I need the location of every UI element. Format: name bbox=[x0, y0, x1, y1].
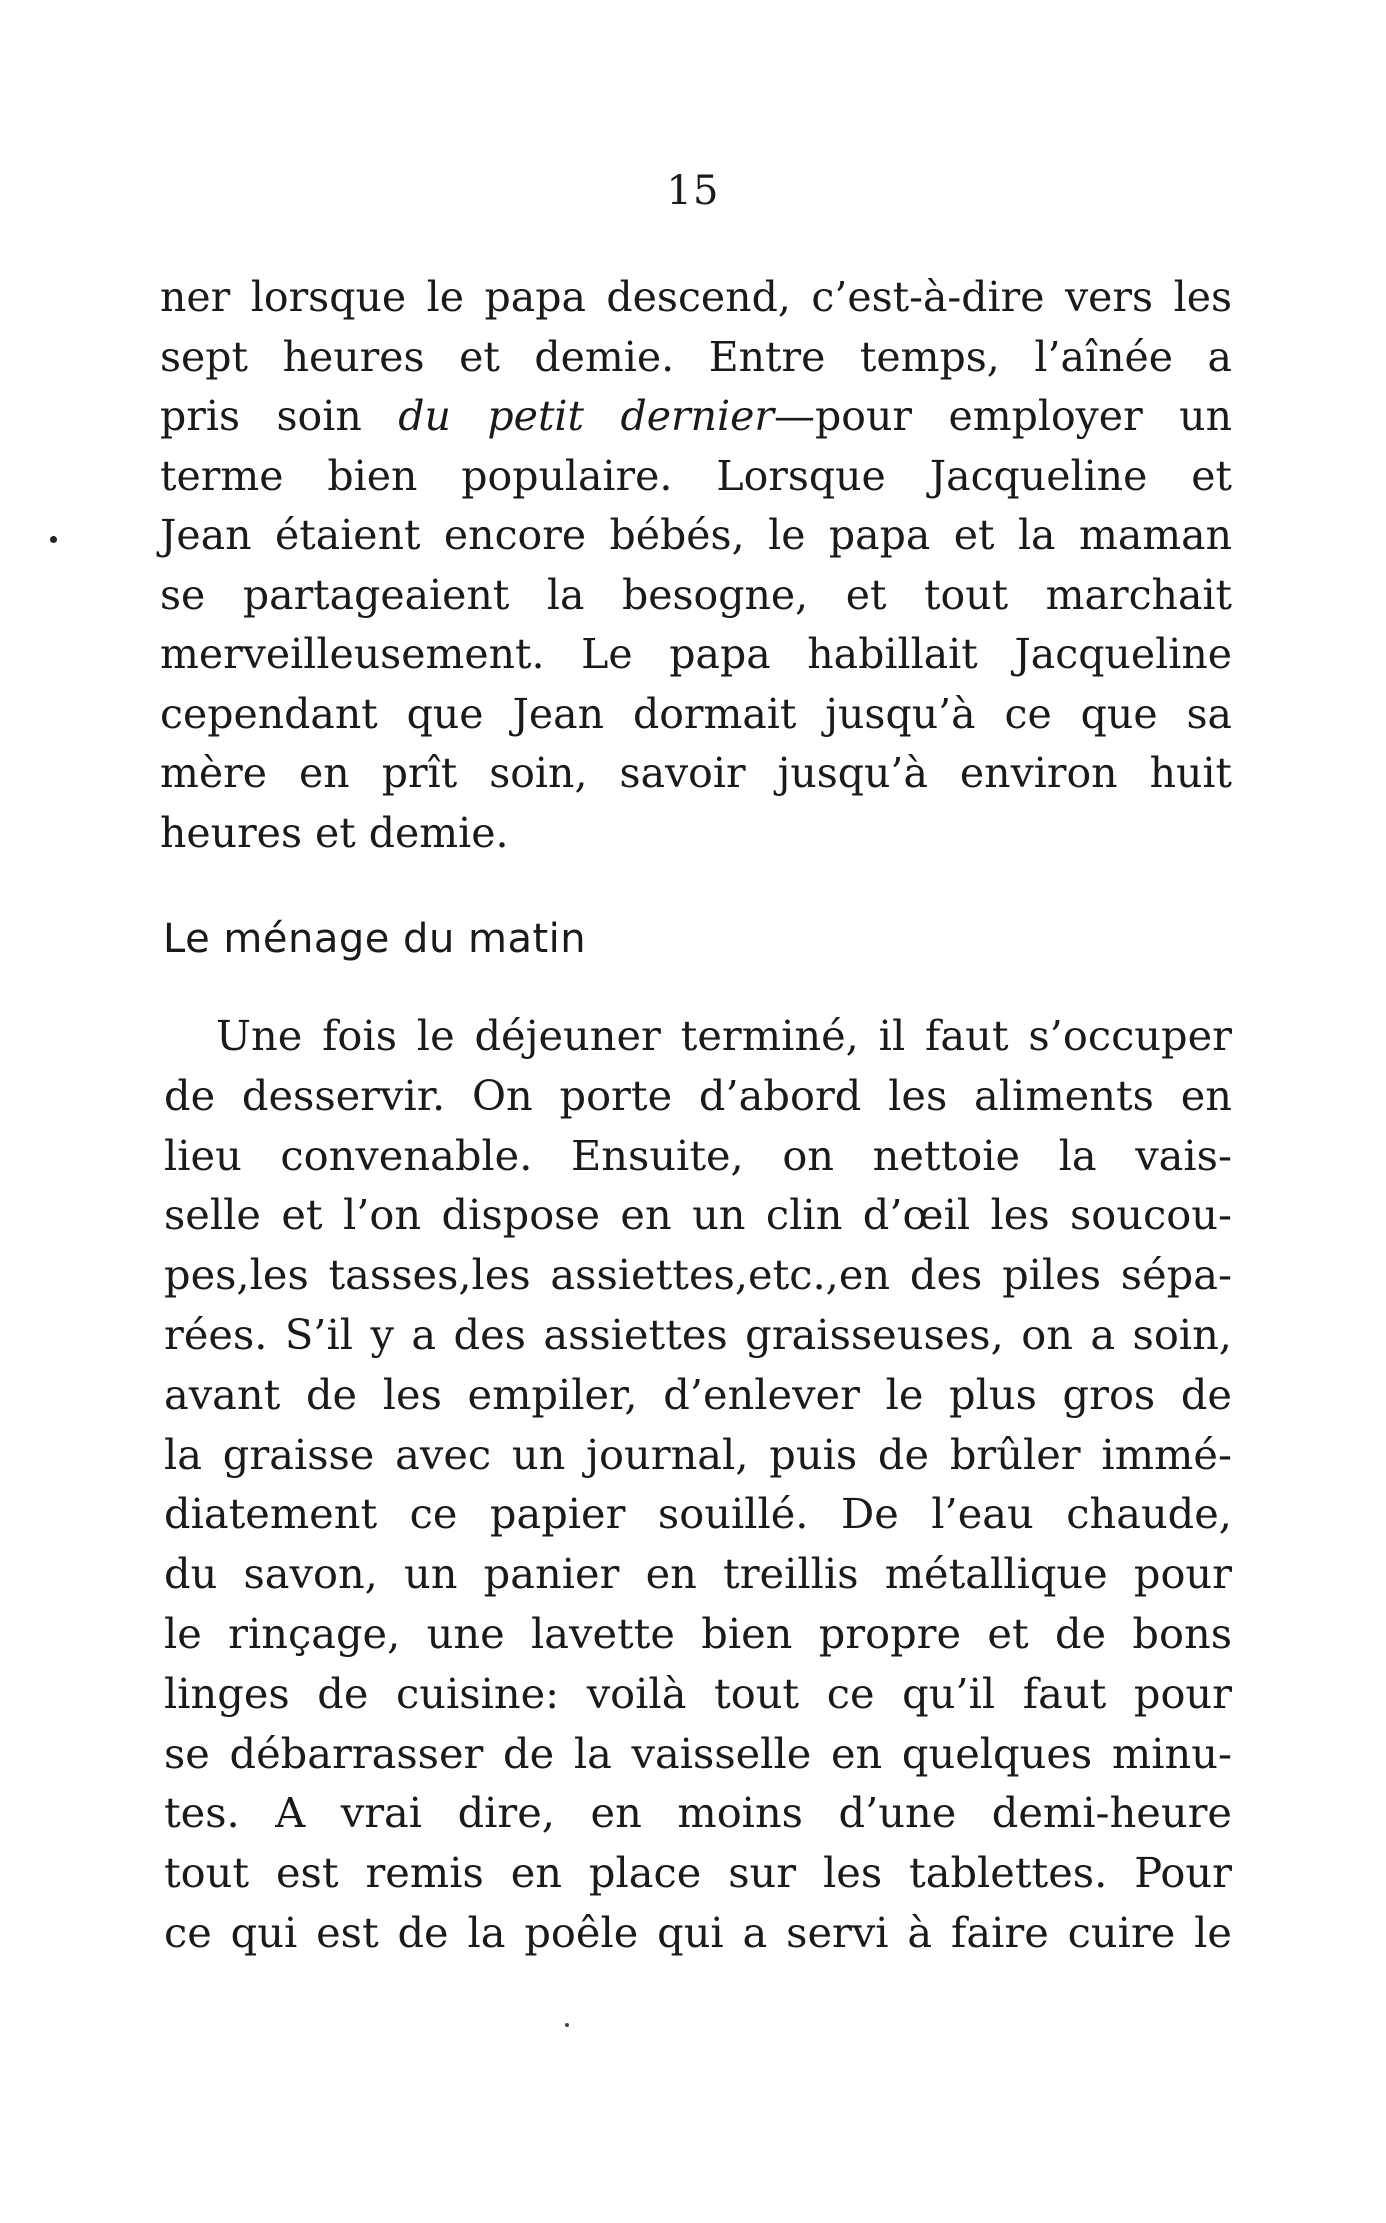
text-line bbox=[160, 268, 1232, 328]
text-line: se débarrasser de la vaisselle en quelques minu- bbox=[164, 1728, 1232, 1778]
paper-speck bbox=[565, 2023, 569, 2027]
text-run: se partageaient la besogne, et tout marchait bbox=[160, 570, 1232, 619]
text-line: lieu convenable. Ensuite, on nettoie la vais- bbox=[164, 1130, 1232, 1180]
text-run: mère en prît soin, savoir jusqu’à environ huit bbox=[160, 749, 1232, 797]
text-line: linges de cuisine: voilà tout ce qu’il faut pour bbox=[164, 1668, 1232, 1718]
text-run: heures et demie. bbox=[160, 808, 509, 857]
text-line bbox=[160, 387, 1232, 447]
text-line bbox=[160, 744, 1232, 804]
text-line: avant de les empiler, d’enlever le plus gros de bbox=[164, 1369, 1232, 1419]
text-line: tout est remis en place sur les tablettes. Pour bbox=[164, 1848, 1232, 1898]
text-run: Jean étaient encore bébés, le papa et la maman bbox=[160, 511, 1232, 559]
text-line bbox=[160, 328, 1232, 388]
paragraph-lines bbox=[164, 1006, 1232, 1963]
text-run: sept heures et demie. Entre temps, l’aînée a bbox=[160, 332, 1232, 381]
text-line bbox=[160, 566, 1232, 626]
text-line: selle et l’on dispose en un clin d’œil les soucou- bbox=[164, 1190, 1232, 1240]
text-run: —pour employer un bbox=[774, 392, 1232, 440]
text-line: ce qui est de la poêle qui a servi à faire cuire le bbox=[164, 1907, 1232, 1957]
text-line: le rinçage, une lavette bien propre et de bons bbox=[164, 1608, 1232, 1658]
text-line: pes,les tasses,les assiettes,etc.,en des piles sépa- bbox=[164, 1250, 1232, 1300]
text-line: Une fois le déjeuner terminé, il faut s’occuper bbox=[216, 1011, 1232, 1060]
margin-dot-mark bbox=[50, 536, 57, 543]
text-run: terme bien populaire. Lorsque Jacqueline et bbox=[160, 451, 1232, 500]
paragraph-menage-du-matin bbox=[164, 1006, 1232, 1963]
text-run: cependant que Jean dormait jusqu’à ce que sa bbox=[160, 689, 1232, 738]
text-line: la graisse avec un journal, puis de brûler immé- bbox=[164, 1429, 1232, 1479]
text-run: pris soin bbox=[160, 392, 399, 440]
text-line: de desservir. On porte d’abord les aliments en bbox=[164, 1070, 1232, 1120]
text-line bbox=[160, 804, 1232, 864]
text-line bbox=[160, 685, 1232, 745]
text-line bbox=[160, 447, 1232, 507]
text-line bbox=[160, 625, 1232, 685]
page-number: 15 bbox=[666, 168, 720, 214]
text-line: tes. A vrai dire, en moins d’une demi-heure bbox=[164, 1788, 1232, 1838]
italic-phrase: du petit dernier bbox=[398, 392, 775, 440]
text-line: rées. S’il y a des assiettes graisseuses, on a soin, bbox=[164, 1309, 1232, 1359]
text-line: diatement ce papier souillé. De l’eau chaude, bbox=[164, 1489, 1232, 1539]
paragraph-continued bbox=[160, 268, 1232, 863]
text-line bbox=[160, 506, 1232, 566]
paragraph-lines bbox=[160, 268, 1232, 863]
text-run: ner lorsque le papa descend, c’est-à-dire vers les bbox=[160, 273, 1232, 321]
text-run: merveilleusement. Le papa habillait Jacqueline bbox=[160, 630, 1232, 678]
section-heading: Le ménage du matin bbox=[163, 916, 587, 962]
text-line: du savon, un panier en treillis métallique pour bbox=[164, 1549, 1232, 1599]
